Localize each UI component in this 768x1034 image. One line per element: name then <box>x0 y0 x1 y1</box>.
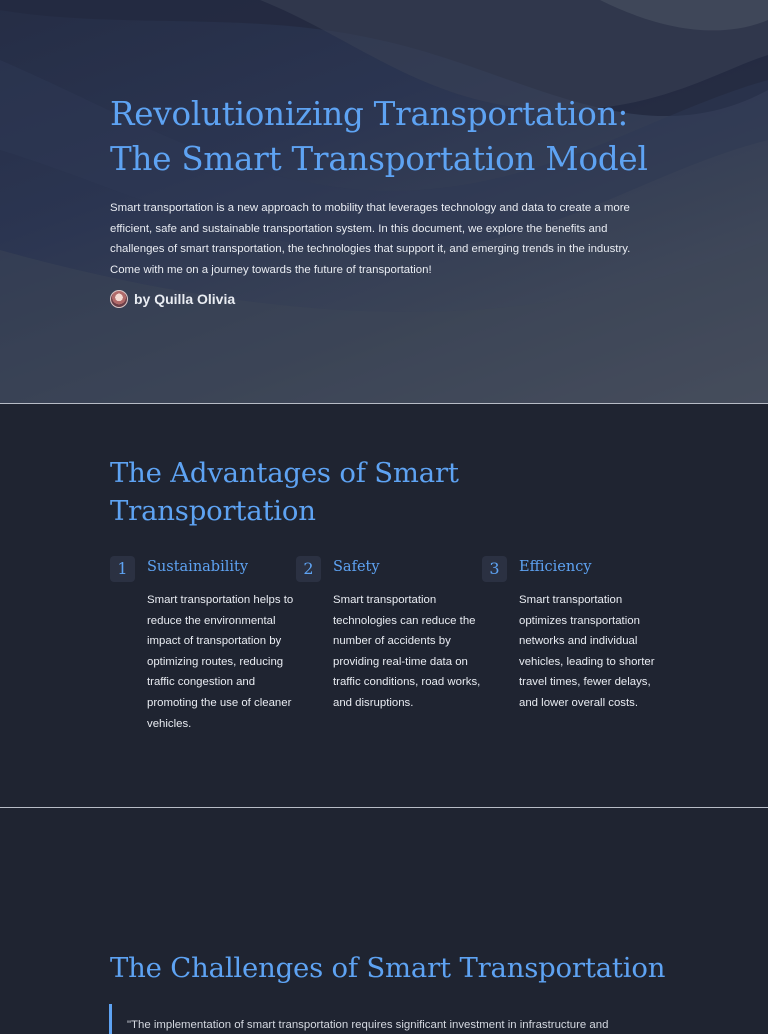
advantage-title: Safety <box>333 559 380 575</box>
page-title <box>110 92 710 182</box>
advantage-title: Efficiency <box>519 559 592 575</box>
advantage-title: Sustainability <box>147 559 249 575</box>
quote-accent-bar <box>109 1004 112 1034</box>
page-title-line-1: Revolutionizing Transportation: <box>110 95 629 133</box>
intro-paragraph: Smart transportation is a new approach to mobility that leverages technology and data to create a more efficient, safe and sustainable transportation system. In this document, we explore the benefits and challenges of smart transportation, the technologies that support it, and emerging trends in the industry. Come with me on a journey towards the future of transportation! <box>110 202 631 276</box>
advantages-heading <box>110 455 459 530</box>
number-badge: 1 <box>110 556 135 582</box>
author-byline <box>110 290 235 308</box>
advantage-text: Smart transportation optimizes transportation networks and individual vehicles, leading to shorter travel times, fewer delays, and lower overall costs. <box>519 594 655 709</box>
section-divider <box>0 403 768 404</box>
quote-text: "The implementation of smart transportation requires significant investment in infrastructure and <box>127 1019 609 1031</box>
advantages-heading-line-2: Transportation <box>110 494 316 527</box>
number-badge: 3 <box>482 556 507 582</box>
advantages-heading-line-1: The Advantages of Smart <box>110 457 459 489</box>
author-name: by Quilla Olivia <box>134 291 236 307</box>
hero-section <box>0 0 768 403</box>
advantage-text: Smart transportation helps to reduce the environmental impact of transportation by optimizing routes, reducing traffic congestion and promoting the use of cleaner vehicles. <box>147 594 294 730</box>
number-badge: 2 <box>296 556 321 582</box>
challenges-heading: The Challenges of Smart Transportation <box>110 952 666 984</box>
avatar <box>110 290 128 308</box>
advantage-text: Smart transportation technologies can reduce the number of accidents by providing real-time data on traffic conditions, road works, and disruptions. <box>333 594 481 709</box>
section-divider <box>0 807 768 808</box>
page-title-line-2: The Smart Transportation Model <box>110 140 648 178</box>
